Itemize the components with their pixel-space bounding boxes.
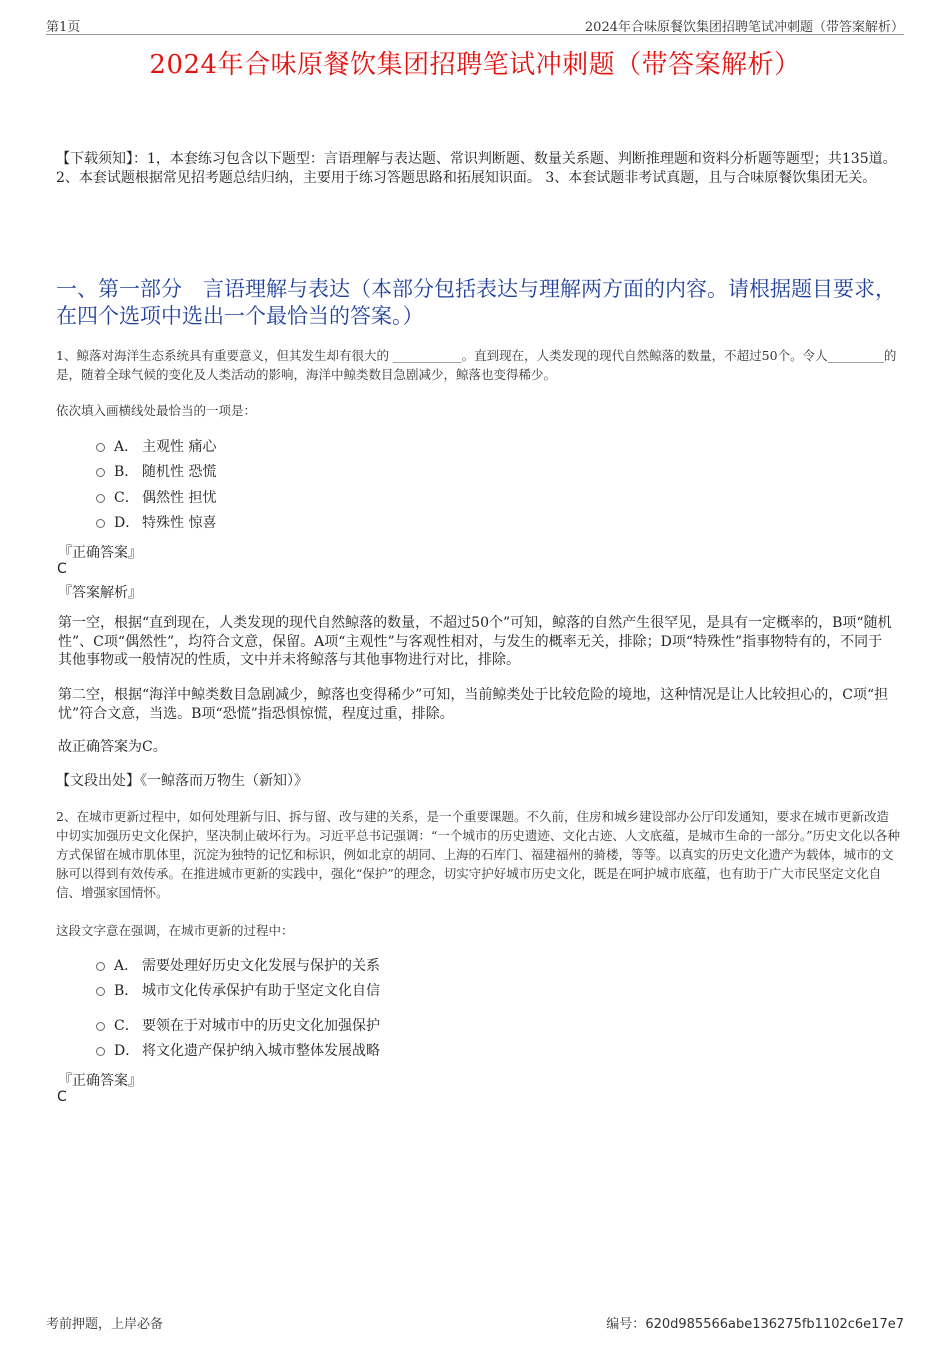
header-doc-title: 2024年合味原餐饮集团招聘笔试冲刺题（带答案解析） <box>584 20 904 35</box>
download-notice: 【下载须知】：1，本套练习包含以下题型：言语理解与表达题、常识判断题、数量关系题、判断推理题和资料分析题等题型；共135道。 2、本套试题根据常见招考题总结归纳，主要用于练习答题思路和拓展知识面。 3、本套试题非考试真题，且与合味原餐饮集团无关。 <box>56 151 897 186</box>
code-value: 620d985566abe136275fb1102c6e17e7 <box>645 1317 904 1332</box>
section-heading: 一、第一部分 言语理解与表达（本部分包括表达与理解两方面的内容。请根据题目要求，在四个选项中选出一个最恰当的答案。） <box>56 277 896 328</box>
radio-button-icon[interactable] <box>96 1022 105 1031</box>
option-a[interactable]: A． 主观性 痛心 <box>96 433 216 459</box>
code-label: 编号： <box>606 1317 646 1332</box>
radio-button-icon[interactable] <box>96 468 105 477</box>
radio-button-icon[interactable] <box>96 962 105 971</box>
question-2-options <box>96 952 380 1063</box>
analysis-conclusion: 故正确答案为C。 <box>58 739 167 755</box>
answer-value: C <box>57 561 67 577</box>
page-number: 第1页 <box>46 20 81 35</box>
footer-slogan: 考前押题，上岸必备 <box>46 1317 164 1332</box>
analysis-paragraph-1: 第一空，根据“直到现在，人类发现的现代自然鲸落的数量，不超过50个”可知，鲸落的自然产生很罕见，是具有一定概率的，B项“随机性”、C项“偶然性”，均符合文意，保留。A项“主观性”与客观性相对，与发生的概率无关，排除；D项“特殊性”指事物特有的，不同于其他事物或一般情况的性质，文中并未将鲸落与其他事物进行对比，排除。 <box>58 615 892 668</box>
radio-button-icon[interactable] <box>96 987 105 996</box>
question-1-prompt: 依次填入画横线处最恰当的一项是： <box>56 403 257 418</box>
option-c[interactable]: C． 偶然性 担忧 <box>96 484 216 510</box>
question-2-stem: 2、在城市更新过程中，如何处理新与旧、拆与留、改与建的关系，是一个重要课题。不久前，住房和城乡建设部办公厅印发通知，要求在城市更新改造中切实加强历史文化保护，坚决制止破坏行为。习近平总书记强调：“一个城市的历史遗迹、文化古迹、人文底蕴，是城市生命的一部分。”历史文化以各种方式保留在城市肌体里，沉淀为独特的记忆和标识，例如北京的胡同、上海的石库门、福建福州的骑楼，等等。以真实的历史文化遗产为载体，城市的文脉可以得到有效传承。在推进城市更新的实践中，强化“保护”的理念，切实守护好城市历史文化，既是在呵护城市底蕴，也有助于广大市民坚定文化自信、增强家国情怀。 <box>56 809 901 900</box>
question-1-stem: 1、鲸落对海洋生态系统具有重要意义，但其发生却有很大的 ___________。直到现在，人类发现的现代自然鲸落的数量，不超过50个。令人_________的是，随着全球气候的变化及人类活动的影响，海洋中鲸类数目急剧减少，鲸落也变得稀少。 <box>56 348 897 382</box>
answer-label: 『正确答案』 <box>58 1073 142 1089</box>
analysis-label: 『答案解析』 <box>58 585 142 601</box>
source-citation: 【文段出处】《一鲸落而万物生（新知）》 <box>56 773 308 789</box>
answer-value: C <box>57 1089 67 1105</box>
page-header <box>46 14 904 35</box>
option-a[interactable]: A． 需要处理好历史文化发展与保护的关系 <box>96 952 380 978</box>
radio-button-icon[interactable] <box>96 519 105 528</box>
option-b[interactable]: B． 随机性 恐慌 <box>96 459 216 485</box>
question-1-options <box>96 433 216 535</box>
radio-button-icon[interactable] <box>96 1047 105 1056</box>
option-b[interactable]: B． 城市文化传承保护有助于坚定文化自信 <box>96 978 380 1004</box>
option-c[interactable]: C． 要领在于对城市中的历史文化加强保护 <box>96 1012 380 1038</box>
analysis-paragraph-2: 第二空，根据“海洋中鲸类数目急剧减少，鲸落也变得稀少”可知，当前鲸类处于比较危险的境地，这种情况是让人比较担心的，C项“担忧”符合文意，当选。B项“恐慌”指恐惧惊慌，程度过重，排除。 <box>58 687 889 722</box>
footer-code <box>606 1313 904 1332</box>
radio-button-icon[interactable] <box>96 494 105 503</box>
option-d[interactable]: D． 将文化遗产保护纳入城市整体发展战略 <box>96 1038 380 1064</box>
option-d[interactable]: D． 特殊性 惊喜 <box>96 510 216 536</box>
radio-button-icon[interactable] <box>96 443 105 452</box>
document-title: 2024年合味原餐饮集团招聘笔试冲刺题（带答案解析） <box>149 50 801 80</box>
answer-label: 『正确答案』 <box>58 545 142 561</box>
question-2-prompt: 这段文字意在强调，在城市更新的过程中： <box>56 923 294 938</box>
